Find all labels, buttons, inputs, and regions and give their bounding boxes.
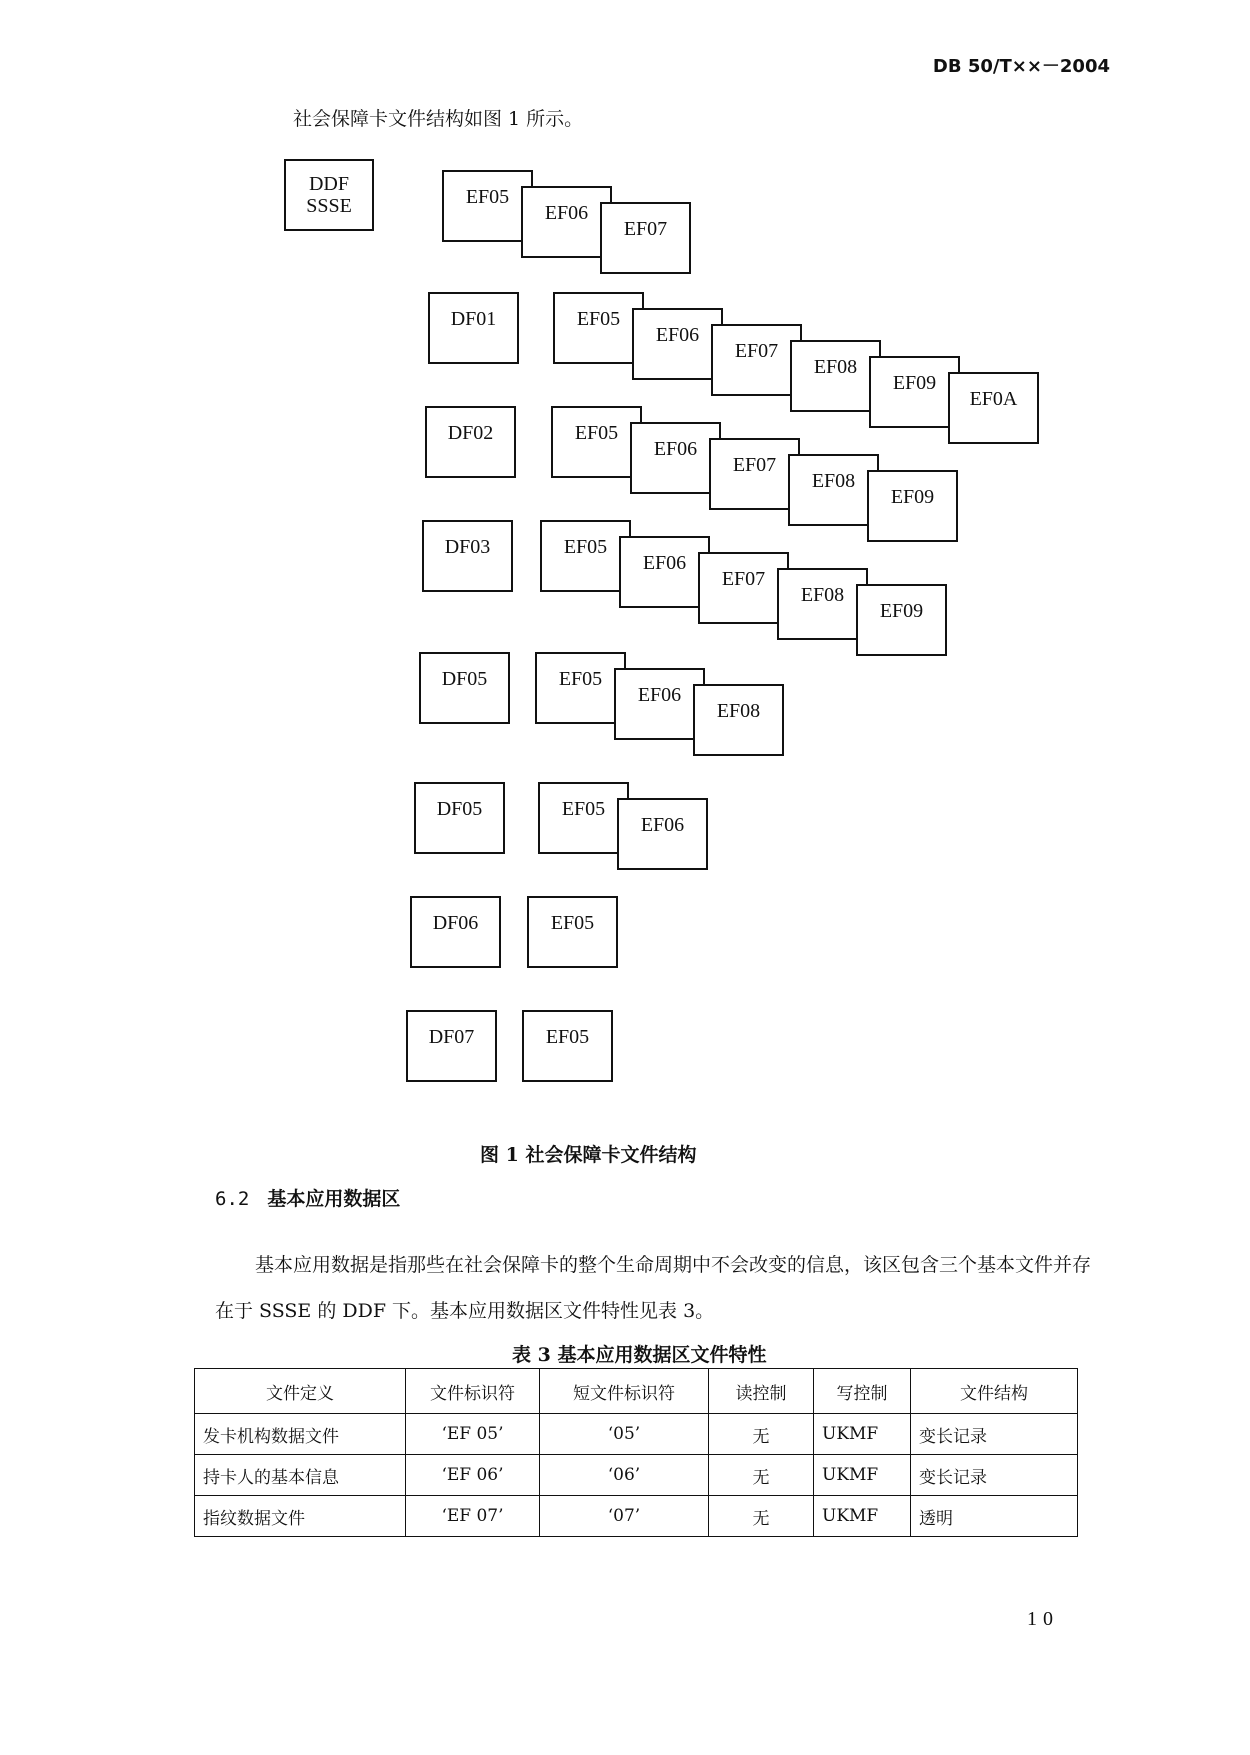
df-box: DF01 — [428, 292, 519, 364]
file-properties-table — [194, 1368, 1078, 1537]
ef-box: EF06 — [617, 798, 708, 870]
header-cell: 写控制 — [814, 1369, 911, 1414]
table-cell: ‘05’ — [540, 1414, 709, 1455]
ef-box: EF07 — [600, 202, 691, 274]
table-cell: ‘EF 07’ — [406, 1496, 540, 1537]
df-box: DF05 — [414, 782, 505, 854]
figure-caption: 图 1 社会保障卡文件结构 — [480, 1144, 697, 1166]
ef-box: EF05 — [527, 896, 618, 968]
df-box: DF03 — [422, 520, 513, 592]
table-cell: 发卡机构数据文件 — [195, 1414, 406, 1455]
header-cell: 文件结构 — [911, 1369, 1078, 1414]
df-box: DF02 — [425, 406, 516, 478]
ef-box: EF07 — [711, 324, 802, 396]
table-cell: 变长记录 — [911, 1414, 1078, 1455]
table-cell: ‘EF 06’ — [406, 1455, 540, 1496]
table-cell: 变长记录 — [911, 1455, 1078, 1496]
table-header-row — [195, 1369, 1078, 1414]
ef-box: EF08 — [788, 454, 879, 526]
ef-box: EF09 — [867, 470, 958, 542]
table-cell: 无 — [709, 1414, 814, 1455]
ef-box: EF07 — [709, 438, 800, 510]
ef-box: EF05 — [551, 406, 642, 478]
ef-box: EF05 — [442, 170, 533, 242]
table-cell: ‘EF 05’ — [406, 1414, 540, 1455]
ef-box: EF06 — [632, 308, 723, 380]
ef-box: EF0A — [948, 372, 1039, 444]
standard-code: DB 50/T××－2004 — [932, 56, 1110, 77]
df-box: DF07 — [406, 1010, 497, 1082]
ef-box: EF08 — [790, 340, 881, 412]
table-row — [195, 1496, 1078, 1537]
table-cell: UKMF — [814, 1414, 911, 1455]
header-cell: 读控制 — [709, 1369, 814, 1414]
ef-box: EF08 — [777, 568, 868, 640]
ef-box: EF05 — [535, 652, 626, 724]
ef-box: EF06 — [630, 422, 721, 494]
section-title: 基本应用数据区 — [267, 1188, 401, 1210]
ef-box: EF09 — [856, 584, 947, 656]
section-paragraph: 基本应用数据是指那些在社会保障卡的整个生命周期中不会改变的信息，该区包含三个基本文件并存在于 SSSE 的 DDF 下。基本应用数据区文件特性见表 3。 — [215, 1254, 1092, 1322]
header-cell: 文件标识符 — [406, 1369, 540, 1414]
table-caption: 表 3 基本应用数据区文件特性 — [512, 1344, 767, 1366]
ef-box: EF05 — [553, 292, 644, 364]
ef-box: EF07 — [698, 552, 789, 624]
ef-box: EF05 — [522, 1010, 613, 1082]
table-cell: 无 — [709, 1496, 814, 1537]
table-row — [195, 1455, 1078, 1496]
header-cell: 文件定义 — [195, 1369, 406, 1414]
table-cell: 透明 — [911, 1496, 1078, 1537]
table-cell: ‘06’ — [540, 1455, 709, 1496]
section-number: 6.2 — [215, 1188, 250, 1210]
table-cell: UKMF — [814, 1455, 911, 1496]
ef-box: EF06 — [521, 186, 612, 258]
table-row — [195, 1414, 1078, 1455]
page-number: 10 — [1027, 1608, 1059, 1630]
ef-box: EF08 — [693, 684, 784, 756]
df-box: DF06 — [410, 896, 501, 968]
table-cell: 指纹数据文件 — [195, 1496, 406, 1537]
df-box: DF05 — [419, 652, 510, 724]
ef-box: EF05 — [540, 520, 631, 592]
table-cell: 持卡人的基本信息 — [195, 1455, 406, 1496]
ddf-ssse-box: DDF SSSE — [284, 159, 374, 231]
ef-box: EF09 — [869, 356, 960, 428]
table-cell: 无 — [709, 1455, 814, 1496]
intro-text: 社会保障卡文件结构如图 1 所示。 — [293, 108, 584, 130]
ef-box: EF06 — [619, 536, 710, 608]
table-cell: ‘07’ — [540, 1496, 709, 1537]
table-cell: UKMF — [814, 1496, 911, 1537]
section-heading — [215, 1184, 400, 1211]
header-cell: 短文件标识符 — [540, 1369, 709, 1414]
ef-box: EF05 — [538, 782, 629, 854]
ef-box: EF06 — [614, 668, 705, 740]
